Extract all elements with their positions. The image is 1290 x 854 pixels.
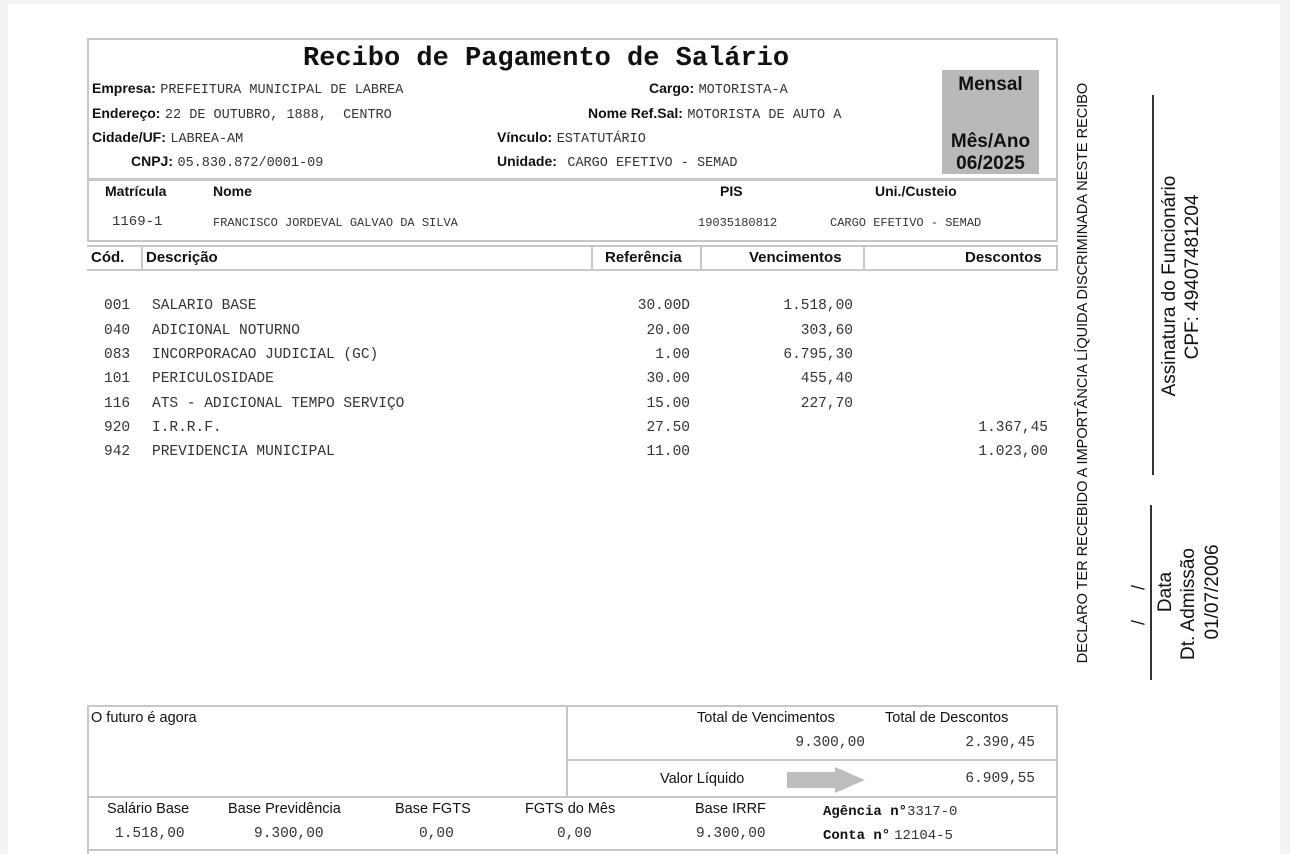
fgts-mes-label: FGTS do Mês xyxy=(525,801,616,817)
column-header-cod: Cód. xyxy=(91,249,125,266)
col-divider xyxy=(591,245,593,271)
row-desc: I.R.R.F. xyxy=(152,420,222,436)
conta-value: 12104-5 xyxy=(894,828,953,844)
total-vencimentos-label: Total de Vencimentos xyxy=(697,710,835,726)
vinculo-value: ESTATUTÁRIO xyxy=(556,132,646,147)
agencia-field xyxy=(823,802,957,820)
unidade-label: Unidade: xyxy=(497,153,557,169)
cargo-field xyxy=(649,80,788,98)
footer-divider xyxy=(87,796,1058,798)
total-descontos-label: Total de Descontos xyxy=(885,710,1009,726)
base-previdencia-value: 9.300,00 xyxy=(254,826,324,842)
row-ref: 30.00D xyxy=(637,298,690,314)
base-fgts-label: Base FGTS xyxy=(395,801,471,817)
cnpj-value: 05.830.872/0001-09 xyxy=(177,156,324,171)
nome-ref-value: MOTORISTA DE AUTO A xyxy=(687,108,842,123)
valor-liquido-label: Valor Líquido xyxy=(660,771,745,787)
column-header-descricao: Descrição xyxy=(146,249,218,266)
base-fgts-value: 0,00 xyxy=(419,826,454,842)
row-venc: 303,60 xyxy=(800,323,853,339)
nome-value: FRANCISCO JORDEVAL GALVAO DA SILVA xyxy=(213,216,458,230)
nome-ref-field xyxy=(588,105,841,123)
base-irrf-value: 9.300,00 xyxy=(696,826,766,842)
col-divider xyxy=(141,245,143,271)
row-ref: 11.00 xyxy=(646,444,690,460)
empresa-label: Empresa: xyxy=(92,80,156,96)
col-divider xyxy=(700,245,702,271)
cnpj-field xyxy=(131,153,323,171)
custeio-header: Uni./Custeio xyxy=(875,183,957,199)
vinculo-field xyxy=(497,129,646,147)
footer-divider xyxy=(87,849,1058,851)
column-header-descontos: Descontos xyxy=(965,249,1042,266)
cidade-label: Cidade/UF: xyxy=(92,129,166,145)
endereco-field xyxy=(92,105,392,123)
cargo-value: MOTORISTA-A xyxy=(698,83,788,98)
footer-message: O futuro é agora xyxy=(91,710,197,726)
row-ref: 30.00 xyxy=(646,371,690,387)
salario-base-value: 1.518,00 xyxy=(115,826,185,842)
cnpj-label: CNPJ: xyxy=(131,153,174,169)
arrow-right-icon xyxy=(787,767,865,793)
endereco-label: Endereço: xyxy=(92,105,161,121)
total-vencimentos-value: 9.300,00 xyxy=(795,735,865,751)
row-desc: ADICIONAL NOTURNO xyxy=(152,323,300,339)
salario-base-label: Salário Base xyxy=(107,801,190,817)
unidade-field xyxy=(497,153,737,171)
conta-field xyxy=(823,826,953,844)
row-desc: ATS - ADICIONAL TEMPO SERVIÇO xyxy=(152,396,405,412)
declaration-text: DECLARO TER RECEBIDO A IMPORTÂNCIA LÍQUIDA DISCRIMINADA NESTE RECIBO xyxy=(1075,82,1091,664)
custeio-value: CARGO EFETIVO - SEMAD xyxy=(830,216,982,230)
nome-header: Nome xyxy=(213,183,252,199)
pis-header: PIS xyxy=(720,183,743,199)
date-label: Data xyxy=(1155,571,1176,613)
col-divider xyxy=(1056,245,1058,271)
row-descontos: 1.367,45 xyxy=(978,420,1048,436)
row-cod: 116 xyxy=(104,396,131,412)
unidade-value: CARGO EFETIVO - SEMAD xyxy=(567,156,738,171)
admissao-label: Dt. Admissão xyxy=(1178,548,1199,660)
column-header-vencimentos: Vencimentos xyxy=(749,249,842,266)
row-cod: 942 xyxy=(104,444,131,460)
page-title: Recibo de Pagamento de Salário xyxy=(303,44,790,74)
matricula-value: 1169-1 xyxy=(112,214,163,230)
row-cod: 040 xyxy=(104,323,131,339)
row-ref: 1.00 xyxy=(655,347,690,363)
row-desc: PERICULOSIDADE xyxy=(152,371,274,387)
row-cod: 101 xyxy=(104,371,131,387)
row-venc: 455,40 xyxy=(800,371,853,387)
agencia-label: Agência n° xyxy=(823,804,908,820)
valor-liquido-value: 6.909,55 xyxy=(965,771,1035,787)
total-descontos-value: 2.390,45 xyxy=(965,735,1035,751)
footer-divider xyxy=(566,759,1056,761)
footer-divider xyxy=(566,705,568,798)
row-venc: 1.518,00 xyxy=(783,298,853,314)
endereco-value: 22 DE OUTUBRO, 1888, CENTRO xyxy=(164,108,392,123)
signature-line xyxy=(1152,95,1154,475)
admissao-date: 01/07/2006 xyxy=(1202,544,1223,640)
row-venc: 6.795,30 xyxy=(783,347,853,363)
row-descontos: 1.023,00 xyxy=(978,444,1048,460)
row-ref: 20.00 xyxy=(646,323,690,339)
empresa-field xyxy=(92,80,403,98)
row-venc: 227,70 xyxy=(800,396,853,412)
mes-ano-value: 06/2025 xyxy=(956,153,1025,174)
agencia-value: 3317-0 xyxy=(907,804,958,820)
pis-value: 19035180812 xyxy=(698,216,778,230)
nome-ref-label: Nome Ref.Sal: xyxy=(588,105,683,121)
vinculo-label: Vínculo: xyxy=(497,129,553,145)
date-slashes: / / xyxy=(1128,584,1149,626)
cidade-value: LABREA-AM xyxy=(170,132,244,147)
row-desc: SALARIO BASE xyxy=(152,298,257,314)
row-cod: 083 xyxy=(104,347,131,363)
empresa-value: PREFEITURA MUNICIPAL DE LABREA xyxy=(160,83,404,98)
mes-ano-label: Mês/Ano xyxy=(950,131,1031,152)
cidade-field xyxy=(92,129,243,147)
signature-label: Assinatura do Funcionário xyxy=(1159,175,1180,397)
mensal-label: Mensal xyxy=(958,74,1023,95)
row-desc: INCORPORACAO JUDICIAL (GC) xyxy=(152,347,379,363)
base-irrf-label: Base IRRF xyxy=(695,801,766,817)
col-divider xyxy=(863,245,865,271)
table-header-row xyxy=(87,245,1058,271)
row-desc: PREVIDENCIA MUNICIPAL xyxy=(152,444,335,460)
row-cod: 001 xyxy=(104,298,131,314)
cargo-label: Cargo: xyxy=(649,80,695,96)
fgts-mes-value: 0,00 xyxy=(557,826,592,842)
row-ref: 27.50 xyxy=(646,420,690,436)
row-ref: 15.00 xyxy=(646,396,690,412)
cpf-text: CPF: 49407481204 xyxy=(1182,194,1203,360)
base-previdencia-label: Base Previdência xyxy=(228,801,341,817)
conta-label: Conta n° xyxy=(823,828,891,844)
date-line xyxy=(1150,505,1152,680)
row-cod: 920 xyxy=(104,420,131,436)
column-header-referencia: Referência xyxy=(605,249,682,266)
matricula-header: Matrícula xyxy=(105,183,167,199)
